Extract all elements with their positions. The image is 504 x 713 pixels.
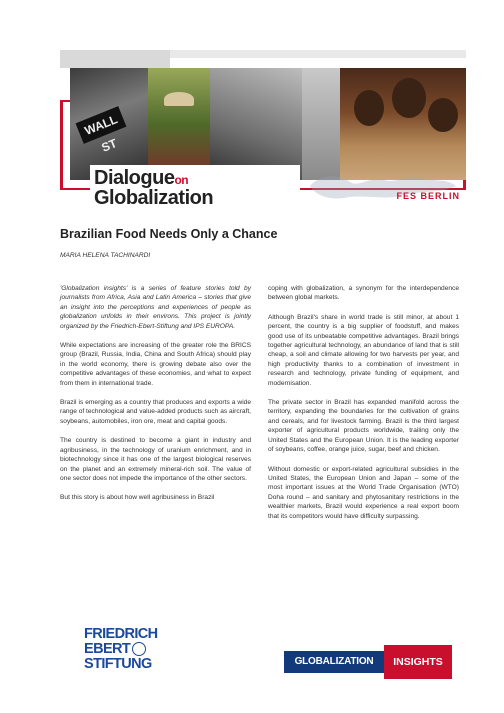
body-paragraph: But this story is about how well agribusiness in Brazil xyxy=(60,494,215,502)
body-paragraph: Without domestic or export-related agricultural subsidies in the United States, the European Union and Japan – some of the most important issues at the World Trade Organisation (WTO) Doha round – and sanitary and phytosanitary restrictions in the wealthier markets, Brazil would experience a real export boom that its competitors would have difficulty surpassing. xyxy=(268,465,459,520)
globe-icon xyxy=(132,642,146,656)
photo-strip xyxy=(70,68,466,180)
intro-paragraph: 'Globalization insights' is a series of feature stories told by journalists from Africa, Asia and Latin America – stories that give an insight into the perceptions and experiences of people as globalization unfolds in their environs. This project is jointly organized by the Friedrich-Ebert-Stiftung and IPS EUROPA. xyxy=(60,285,251,330)
red-frame-left xyxy=(60,100,63,188)
body-paragraph: The private sector in Brazil has expanded manifold across the territory, expanding the boundaries for the cultivation of grains and cereals, and for livestock farming. Brazil is the third largest exporter of agricultural products worldwide, trailing only the United States and the European Union. It is the leading exporter of soybeans, coffee, orange juice, sugar, beef and chicken. xyxy=(268,399,459,454)
fes-logo-line2: EBERT xyxy=(84,642,178,657)
child-face xyxy=(428,98,458,132)
body-paragraph: coping with globalization, a synonym for the interdependence between global markets. xyxy=(268,285,459,302)
body-paragraph: Although Brazil's share in world trade is still minor, at about 1 percent, the country is a big supplier of foodstuff, and makes good use of its unbeatable competitive advantages. Brazil brings together agricultural technology, an abundance of land that is still cheap, a soil and climate allowing for two harvests per year, and high productivity thanks to a combination of investment in research and technology, private funding of equipment, and modernisation. xyxy=(268,313,459,387)
header-banner xyxy=(60,50,466,210)
globalization-insights-logo xyxy=(284,645,456,685)
gi-logo-right: INSIGHTS xyxy=(384,645,452,679)
street-sign: WALL ST xyxy=(76,106,127,144)
article-author: MARIA HELENA TACHINARDI xyxy=(60,252,151,259)
straw-hat xyxy=(164,92,194,106)
body-paragraph: The country is destined to become a giant in industry and agribusiness, in the technology of uranium enrichment, and in biotechnology since it has one of the largest biological reserves on the planet and an extremely mineral-rich soil. The value of one sector does not impede the importance of the other sectors. xyxy=(60,437,251,482)
text-column-left xyxy=(60,284,251,513)
body-paragraph: Brazil is emerging as a country that produces and exports a wide range of technological and value-added products such as aircraft, soybeans, automobiles, iron ore, meat and capital goods. xyxy=(60,399,251,425)
photo-protest xyxy=(210,68,302,180)
photo-crowd xyxy=(302,68,340,180)
series-title-box xyxy=(90,165,300,213)
fes-logo-line1: FRIEDRICH xyxy=(84,626,158,642)
child-face xyxy=(392,78,426,118)
header-grey-bar-thin xyxy=(170,50,466,58)
photo-children xyxy=(340,68,466,180)
article-title: Brazilian Food Needs Only a Chance xyxy=(60,227,278,241)
header-grey-bar xyxy=(60,50,170,68)
series-title-line2: Globalization xyxy=(94,187,214,209)
fes-logo-line3: STIFTUNG xyxy=(84,656,152,672)
fes-berlin-label: FES BERLIN xyxy=(396,191,460,201)
text-column-right xyxy=(268,284,459,531)
gi-logo-left: GLOBALIZATION xyxy=(284,651,384,673)
series-title-line1: Dialogueon xyxy=(94,167,189,189)
friedrich-ebert-stiftung-logo xyxy=(84,627,178,683)
child-face xyxy=(354,90,384,126)
photo-wall-street xyxy=(70,68,148,180)
body-paragraph: While expectations are increasing of the greater role the BRICS group (Brazil, Russia, India, China and South Africa) should play in the world economy, there is growing debate also over the competitive advantages of these economies, and what to expect from them in international trade. xyxy=(60,342,251,387)
photo-farm-workers xyxy=(148,68,210,180)
